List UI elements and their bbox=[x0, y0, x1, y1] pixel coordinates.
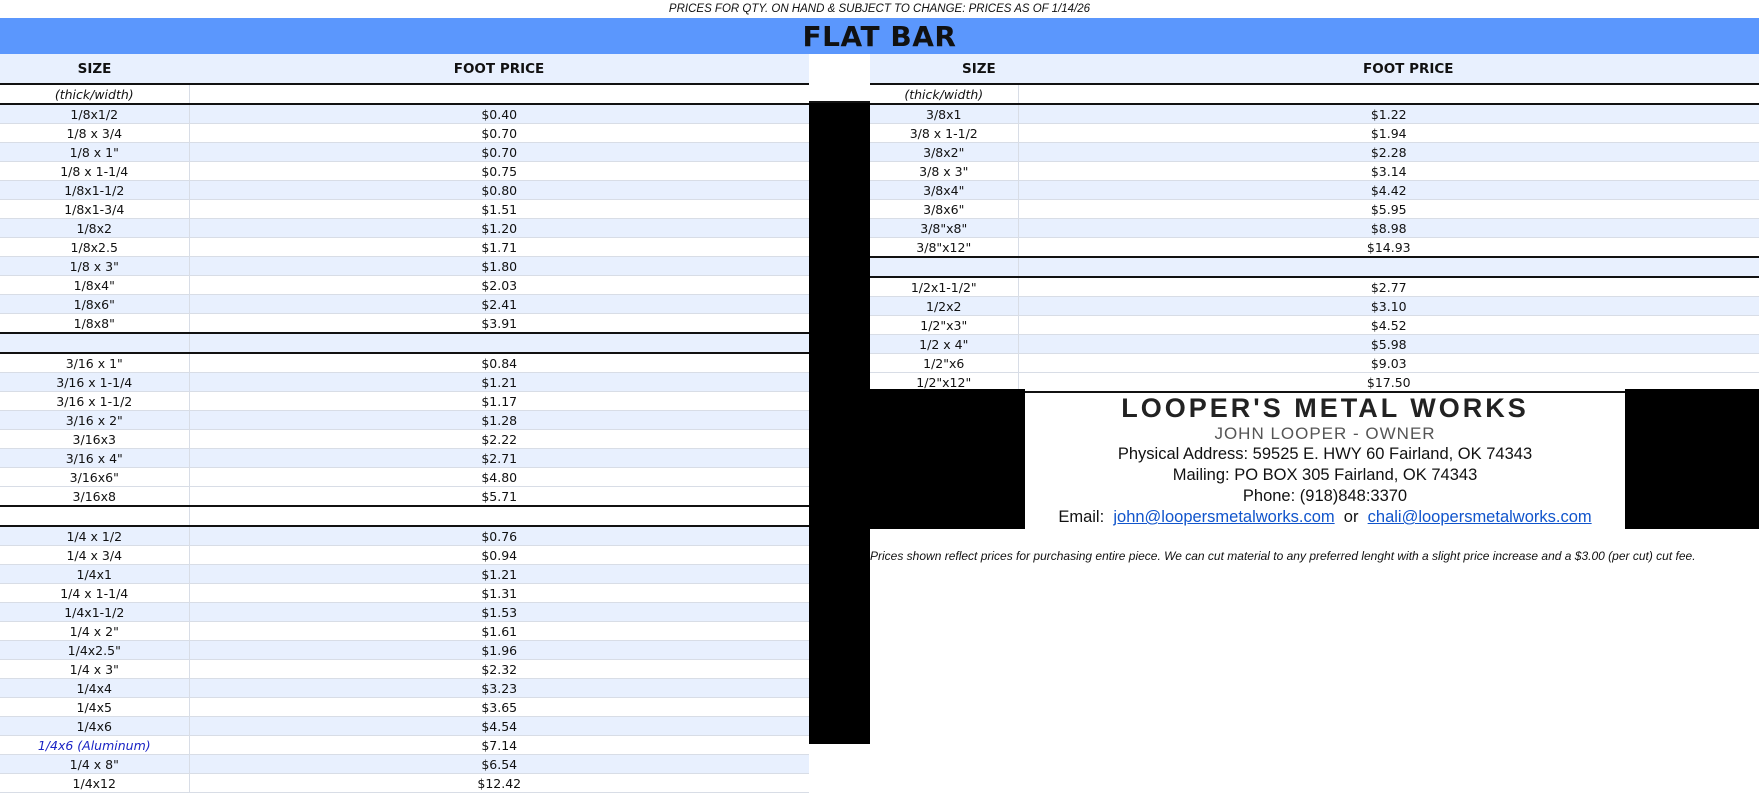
size-cell: 1/2"x12" bbox=[870, 373, 1018, 393]
table-row bbox=[0, 584, 809, 603]
table-row bbox=[870, 200, 1759, 219]
price-cell: $17.50 bbox=[1018, 373, 1759, 393]
table-row bbox=[0, 526, 809, 546]
price-cell: $6.54 bbox=[189, 755, 809, 774]
price-cell: $1.28 bbox=[189, 411, 809, 430]
size-cell: 3/8x1 bbox=[870, 104, 1018, 124]
size-cell: 1/8x2.5 bbox=[0, 238, 189, 257]
price-cell: $2.32 bbox=[189, 660, 809, 679]
table-row bbox=[0, 143, 809, 162]
size-cell: 1/8 x 1" bbox=[0, 143, 189, 162]
title-bar bbox=[0, 18, 1759, 54]
size-cell: 1/4x6 (Aluminum) bbox=[0, 736, 189, 755]
size-cell: 1/8x1/2 bbox=[0, 104, 189, 124]
size-cell: 1/4x2.5" bbox=[0, 641, 189, 660]
price-cell: $1.53 bbox=[189, 603, 809, 622]
size-cell: 1/4x6 bbox=[0, 717, 189, 736]
size-cell: 3/8"x8" bbox=[870, 219, 1018, 238]
price-notice: PRICES FOR QTY. ON HAND & SUBJECT TO CHANGE: PRICES AS OF 1/14/26 bbox=[668, 3, 1091, 15]
price-cell: $1.51 bbox=[189, 200, 809, 219]
table-row bbox=[0, 641, 809, 660]
price-cell: $0.75 bbox=[189, 162, 809, 181]
size-cell: 1/4 x 2" bbox=[0, 622, 189, 641]
size-cell: 1/4x1 bbox=[0, 565, 189, 584]
price-cell: $1.20 bbox=[189, 219, 809, 238]
price-cell: $7.14 bbox=[189, 736, 809, 755]
business-owner: JOHN LOOPER - OWNER bbox=[1214, 424, 1436, 443]
price-cell: $3.65 bbox=[189, 698, 809, 717]
size-cell: 1/8x8" bbox=[0, 314, 189, 334]
phone-number: Phone: (918)848:3370 bbox=[1242, 487, 1408, 505]
size-cell: 3/8x4" bbox=[870, 181, 1018, 200]
divider-header-gap bbox=[809, 54, 870, 103]
email-link-john[interactable]: john@loopersmetalworks.com bbox=[1113, 508, 1335, 526]
table-row bbox=[0, 295, 809, 314]
table-row bbox=[870, 143, 1759, 162]
size-cell: 3/8x6" bbox=[870, 200, 1018, 219]
price-cell: $1.61 bbox=[189, 622, 809, 641]
table-row bbox=[870, 219, 1759, 238]
table-row bbox=[0, 603, 809, 622]
table-row bbox=[870, 316, 1759, 335]
table-row bbox=[870, 354, 1759, 373]
price-cell: $0.40 bbox=[189, 104, 809, 124]
table-row bbox=[0, 200, 809, 219]
price-cell bbox=[1018, 257, 1759, 277]
price-cell: $0.84 bbox=[189, 353, 809, 373]
price-cell: $5.95 bbox=[1018, 200, 1759, 219]
size-cell: 1/4 x 1-1/4 bbox=[0, 584, 189, 603]
size-subheader: (thick/width) bbox=[0, 84, 189, 104]
email-or: or bbox=[1343, 508, 1359, 526]
size-subheader: (thick/width) bbox=[870, 84, 1018, 104]
table-row bbox=[0, 698, 809, 717]
spacer-row bbox=[0, 333, 809, 353]
size-cell: 1/8x2 bbox=[0, 219, 189, 238]
price-cell: $1.80 bbox=[189, 257, 809, 276]
card-black-left bbox=[870, 389, 1025, 529]
table-row bbox=[0, 430, 809, 449]
email-link-chali[interactable]: chali@loopersmetalworks.com bbox=[1367, 508, 1592, 526]
size-header: SIZE bbox=[0, 54, 189, 84]
table-row bbox=[0, 449, 809, 468]
table-row bbox=[870, 277, 1759, 297]
table-row bbox=[0, 124, 809, 143]
table-row bbox=[0, 487, 809, 507]
price-cell: $4.42 bbox=[1018, 181, 1759, 200]
table-row bbox=[0, 755, 809, 774]
physical-address: Physical Address: 59525 E. HWY 60 Fairland, OK 74343 bbox=[1117, 445, 1533, 463]
table-row bbox=[0, 238, 809, 257]
table-row bbox=[0, 392, 809, 411]
table-row bbox=[0, 104, 809, 124]
size-cell: 1/4x4 bbox=[0, 679, 189, 698]
size-cell bbox=[0, 506, 189, 526]
size-cell: 3/16 x 4" bbox=[0, 449, 189, 468]
price-cell: $8.98 bbox=[1018, 219, 1759, 238]
cut-fee-note: Prices shown reflect prices for purchasing entire piece. We can cut material to any preferred lenght with a slight price increase and a $3.00 (per cut) cut fee. bbox=[870, 549, 1696, 563]
price-cell: $2.22 bbox=[189, 430, 809, 449]
size-cell: 1/8x1-1/2 bbox=[0, 181, 189, 200]
price-header: FOOT PRICE bbox=[189, 54, 809, 84]
table-row bbox=[0, 373, 809, 392]
size-cell: 1/8 x 3" bbox=[0, 257, 189, 276]
size-cell: 1/4x5 bbox=[0, 698, 189, 717]
card-black-right bbox=[1625, 389, 1759, 529]
price-cell: $0.70 bbox=[189, 143, 809, 162]
price-cell: $12.42 bbox=[189, 774, 809, 793]
table-row bbox=[0, 257, 809, 276]
size-cell: 3/8 x 3" bbox=[870, 162, 1018, 181]
size-cell: 1/8 x 3/4 bbox=[0, 124, 189, 143]
price-cell: $5.98 bbox=[1018, 335, 1759, 354]
size-cell: 3/8x2" bbox=[870, 143, 1018, 162]
price-cell: $14.93 bbox=[1018, 238, 1759, 258]
price-cell: $4.54 bbox=[189, 717, 809, 736]
table-row bbox=[870, 104, 1759, 124]
size-cell: 3/16 x 2" bbox=[0, 411, 189, 430]
size-cell: 1/2 x 4" bbox=[870, 335, 1018, 354]
table-row bbox=[0, 622, 809, 641]
price-cell: $3.23 bbox=[189, 679, 809, 698]
size-cell: 1/4x12 bbox=[0, 774, 189, 793]
price-cell: $5.71 bbox=[189, 487, 809, 507]
table-row bbox=[0, 774, 809, 793]
table-row bbox=[0, 162, 809, 181]
table-row bbox=[870, 335, 1759, 354]
price-cell: $0.70 bbox=[189, 124, 809, 143]
table-row bbox=[0, 736, 809, 755]
size-cell: 3/16x6" bbox=[0, 468, 189, 487]
business-name: LOOPER'S METAL WORKS bbox=[1121, 393, 1529, 423]
size-cell: 1/4 x 8" bbox=[0, 755, 189, 774]
mailing-address: Mailing: PO BOX 305 Fairland, OK 74343 bbox=[1172, 466, 1478, 484]
table-row bbox=[0, 546, 809, 565]
price-cell: $1.71 bbox=[189, 238, 809, 257]
table-row bbox=[0, 411, 809, 430]
right-price-table bbox=[870, 54, 1759, 393]
spacer-row bbox=[0, 506, 809, 526]
size-cell: 3/8 x 1-1/2 bbox=[870, 124, 1018, 143]
price-cell: $2.03 bbox=[189, 276, 809, 295]
table-row bbox=[0, 219, 809, 238]
email-label: Email: bbox=[1058, 508, 1105, 526]
size-cell: 1/8x1-3/4 bbox=[0, 200, 189, 219]
table-row bbox=[0, 679, 809, 698]
price-cell: $4.80 bbox=[189, 468, 809, 487]
size-cell: 1/2"x6 bbox=[870, 354, 1018, 373]
size-cell: 3/16 x 1-1/4 bbox=[0, 373, 189, 392]
price-cell: $1.21 bbox=[189, 565, 809, 584]
price-cell: $2.77 bbox=[1018, 277, 1759, 297]
email-line bbox=[1025, 507, 1625, 528]
spacer-row bbox=[870, 257, 1759, 277]
table-row bbox=[0, 276, 809, 295]
size-cell bbox=[0, 333, 189, 353]
table-row bbox=[0, 717, 809, 736]
price-cell bbox=[189, 333, 809, 353]
price-cell: $2.71 bbox=[189, 449, 809, 468]
table-row bbox=[0, 565, 809, 584]
price-cell: $2.28 bbox=[1018, 143, 1759, 162]
table-row bbox=[0, 660, 809, 679]
price-cell: $1.94 bbox=[1018, 124, 1759, 143]
price-cell: $1.22 bbox=[1018, 104, 1759, 124]
price-cell: $3.10 bbox=[1018, 297, 1759, 316]
price-cell: $1.96 bbox=[189, 641, 809, 660]
size-cell: 1/2x2 bbox=[870, 297, 1018, 316]
table-row bbox=[870, 162, 1759, 181]
size-header: SIZE bbox=[870, 54, 1018, 84]
size-cell: 3/8"x12" bbox=[870, 238, 1018, 258]
price-header: FOOT PRICE bbox=[1018, 54, 1759, 84]
price-cell: $1.21 bbox=[189, 373, 809, 392]
price-cell: $3.91 bbox=[189, 314, 809, 334]
price-cell: $0.94 bbox=[189, 546, 809, 565]
price-cell: $2.41 bbox=[189, 295, 809, 314]
table-row bbox=[0, 468, 809, 487]
size-cell: 1/4 x 3/4 bbox=[0, 546, 189, 565]
price-cell: $0.80 bbox=[189, 181, 809, 200]
size-cell: 3/16 x 1-1/2 bbox=[0, 392, 189, 411]
size-cell: 1/8 x 1-1/4 bbox=[0, 162, 189, 181]
page-title: FLAT BAR bbox=[802, 20, 957, 53]
table-row bbox=[0, 314, 809, 334]
price-cell: $1.31 bbox=[189, 584, 809, 603]
table-row bbox=[0, 181, 809, 200]
table-row bbox=[870, 297, 1759, 316]
table-row bbox=[870, 238, 1759, 258]
price-cell: $0.76 bbox=[189, 526, 809, 546]
table-row bbox=[870, 181, 1759, 200]
price-cell: $1.17 bbox=[189, 392, 809, 411]
black-divider bbox=[809, 103, 870, 744]
size-cell: 1/4x1-1/2 bbox=[0, 603, 189, 622]
size-cell: 3/16x3 bbox=[0, 430, 189, 449]
size-cell: 1/4 x 3" bbox=[0, 660, 189, 679]
price-cell: $3.14 bbox=[1018, 162, 1759, 181]
size-cell: 1/2"x3" bbox=[870, 316, 1018, 335]
size-cell: 1/8x6" bbox=[0, 295, 189, 314]
business-card bbox=[1025, 389, 1625, 529]
price-cell bbox=[189, 506, 809, 526]
size-cell: 1/2x1-1/2" bbox=[870, 277, 1018, 297]
price-cell: $9.03 bbox=[1018, 354, 1759, 373]
size-cell: 1/4 x 1/2 bbox=[0, 526, 189, 546]
size-cell bbox=[870, 257, 1018, 277]
size-cell: 3/16x8 bbox=[0, 487, 189, 507]
left-price-table bbox=[0, 54, 809, 793]
table-row bbox=[0, 353, 809, 373]
size-cell: 3/16 x 1" bbox=[0, 353, 189, 373]
size-cell: 1/8x4" bbox=[0, 276, 189, 295]
table-row bbox=[870, 124, 1759, 143]
price-cell: $4.52 bbox=[1018, 316, 1759, 335]
